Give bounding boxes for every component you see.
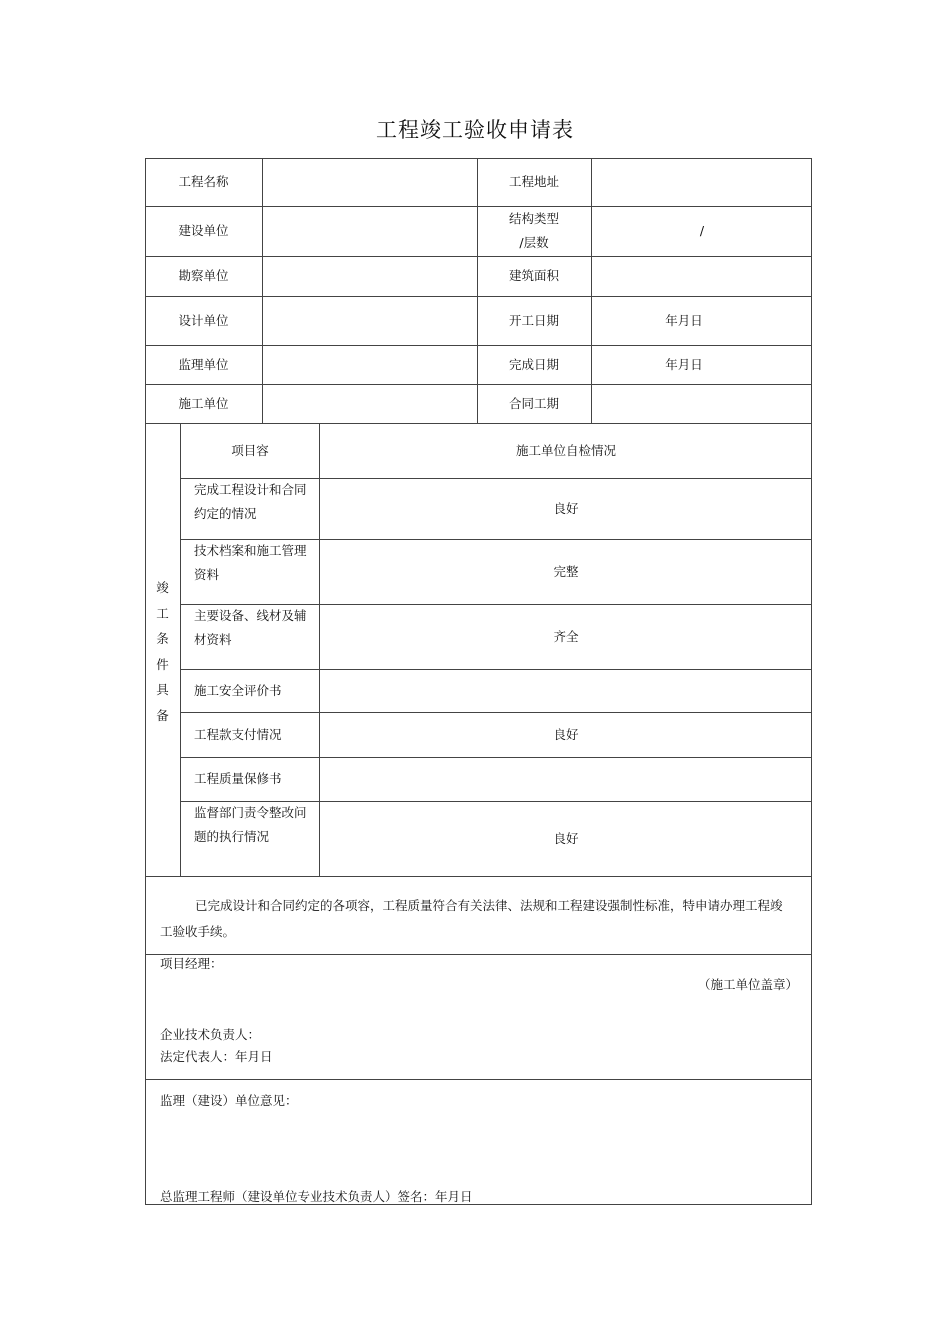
- label-start-date: 开工日期: [508, 312, 559, 328]
- field-start-date[interactable]: 年月日: [665, 312, 703, 328]
- field-supervision-unit[interactable]: [263, 345, 477, 384]
- side-char: 备: [156, 707, 169, 723]
- condition-item-line2: 资料: [194, 567, 220, 582]
- opinion-label: 监理（建设）单位意见：: [160, 1093, 298, 1108]
- condition-status[interactable]: 良好: [553, 500, 579, 516]
- form-title: 工程竣工验收申请表: [376, 118, 574, 142]
- label-survey-unit: 勘察单位: [178, 268, 229, 283]
- condition-status[interactable]: [320, 669, 812, 712]
- statement-line2: 工验收手续。: [160, 924, 236, 939]
- tech-lead-label: 企业技术负责人：: [160, 1027, 261, 1042]
- condition-item-line1: 技术档案和施工管理: [194, 543, 307, 558]
- divider: [180, 423, 181, 876]
- condition-item: [194, 478, 318, 539]
- conditions-side-label: [145, 575, 180, 729]
- label-design-unit: 设计单位: [178, 312, 229, 328]
- label-supervision-unit: 监理单位: [178, 356, 229, 372]
- condition-item-line2: 题的执行情况: [194, 829, 270, 844]
- field-building-area[interactable]: [592, 256, 812, 296]
- field-contract-period[interactable]: [592, 384, 812, 423]
- condition-status[interactable]: 齐全: [553, 628, 579, 644]
- label-contract-period: 合同工期: [508, 395, 559, 411]
- condition-status[interactable]: 良好: [553, 726, 579, 742]
- condition-item-line2: 材资料: [194, 632, 232, 647]
- field-build-unit[interactable]: [263, 206, 477, 256]
- condition-item-line1: 监督部门责令整改问: [194, 805, 307, 820]
- header-self-check: 施工单位自检情况: [515, 442, 616, 458]
- side-char: 件: [156, 656, 169, 672]
- condition-item: 施工安全评价书: [194, 682, 282, 698]
- condition-item: [194, 539, 318, 604]
- field-survey-unit[interactable]: [263, 256, 477, 296]
- field-finish-date[interactable]: 年月日: [665, 356, 703, 372]
- side-char: 具: [156, 682, 169, 698]
- label-project-address: 工程地址: [508, 174, 559, 189]
- project-manager-label: 项目经理：: [160, 956, 223, 971]
- side-char: 竣: [156, 580, 169, 595]
- condition-item-line1: 主要设备、线材及辅: [194, 608, 307, 623]
- label-finish-date: 完成日期: [508, 356, 559, 372]
- statement-line1: 已完成设计和合同约定的各项容，工程质量符合有关法律、法规和工程建设强制性标准，特申请办理工程竣: [195, 898, 783, 913]
- condition-item: 工程质量保修书: [194, 771, 282, 786]
- label-structure-line2: /层数: [519, 235, 549, 250]
- condition-status[interactable]: 良好: [553, 830, 579, 846]
- opinion-signature: 总监理工程师（建设单位专业技术负责人）签名：年月日: [160, 1189, 473, 1204]
- field-structure-type[interactable]: /: [699, 223, 705, 238]
- condition-item-line2: 约定的情况: [194, 506, 257, 521]
- field-project-address[interactable]: [592, 158, 812, 206]
- side-char: 条: [156, 631, 169, 647]
- condition-status[interactable]: [320, 757, 812, 801]
- condition-status[interactable]: 完整: [553, 563, 579, 579]
- header-item: 项目容: [231, 442, 269, 458]
- divider: [145, 1079, 812, 1080]
- label-construction-unit: 施工单位: [178, 395, 229, 411]
- field-construction-unit[interactable]: [263, 384, 477, 423]
- condition-item: [194, 801, 318, 861]
- label-project-name: 工程名称: [178, 174, 229, 189]
- seal-label: （施工单位盖章）: [698, 977, 799, 992]
- label-building-area: 建筑面积: [508, 268, 559, 283]
- side-char: 工: [156, 605, 169, 621]
- divider: [145, 876, 812, 877]
- field-project-name[interactable]: [263, 158, 477, 206]
- label-build-unit: 建设单位: [178, 223, 229, 238]
- condition-item: [194, 604, 318, 669]
- label-structure-line1: 结构类型: [508, 211, 559, 226]
- legal-rep-label: 法定代表人：年月日: [160, 1049, 273, 1064]
- condition-item: 工程款支付情况: [194, 726, 282, 742]
- divider: [145, 954, 812, 955]
- label-structure-type: [477, 206, 591, 256]
- condition-item-line1: 完成工程设计和合同: [194, 482, 307, 497]
- field-design-unit[interactable]: [263, 296, 477, 345]
